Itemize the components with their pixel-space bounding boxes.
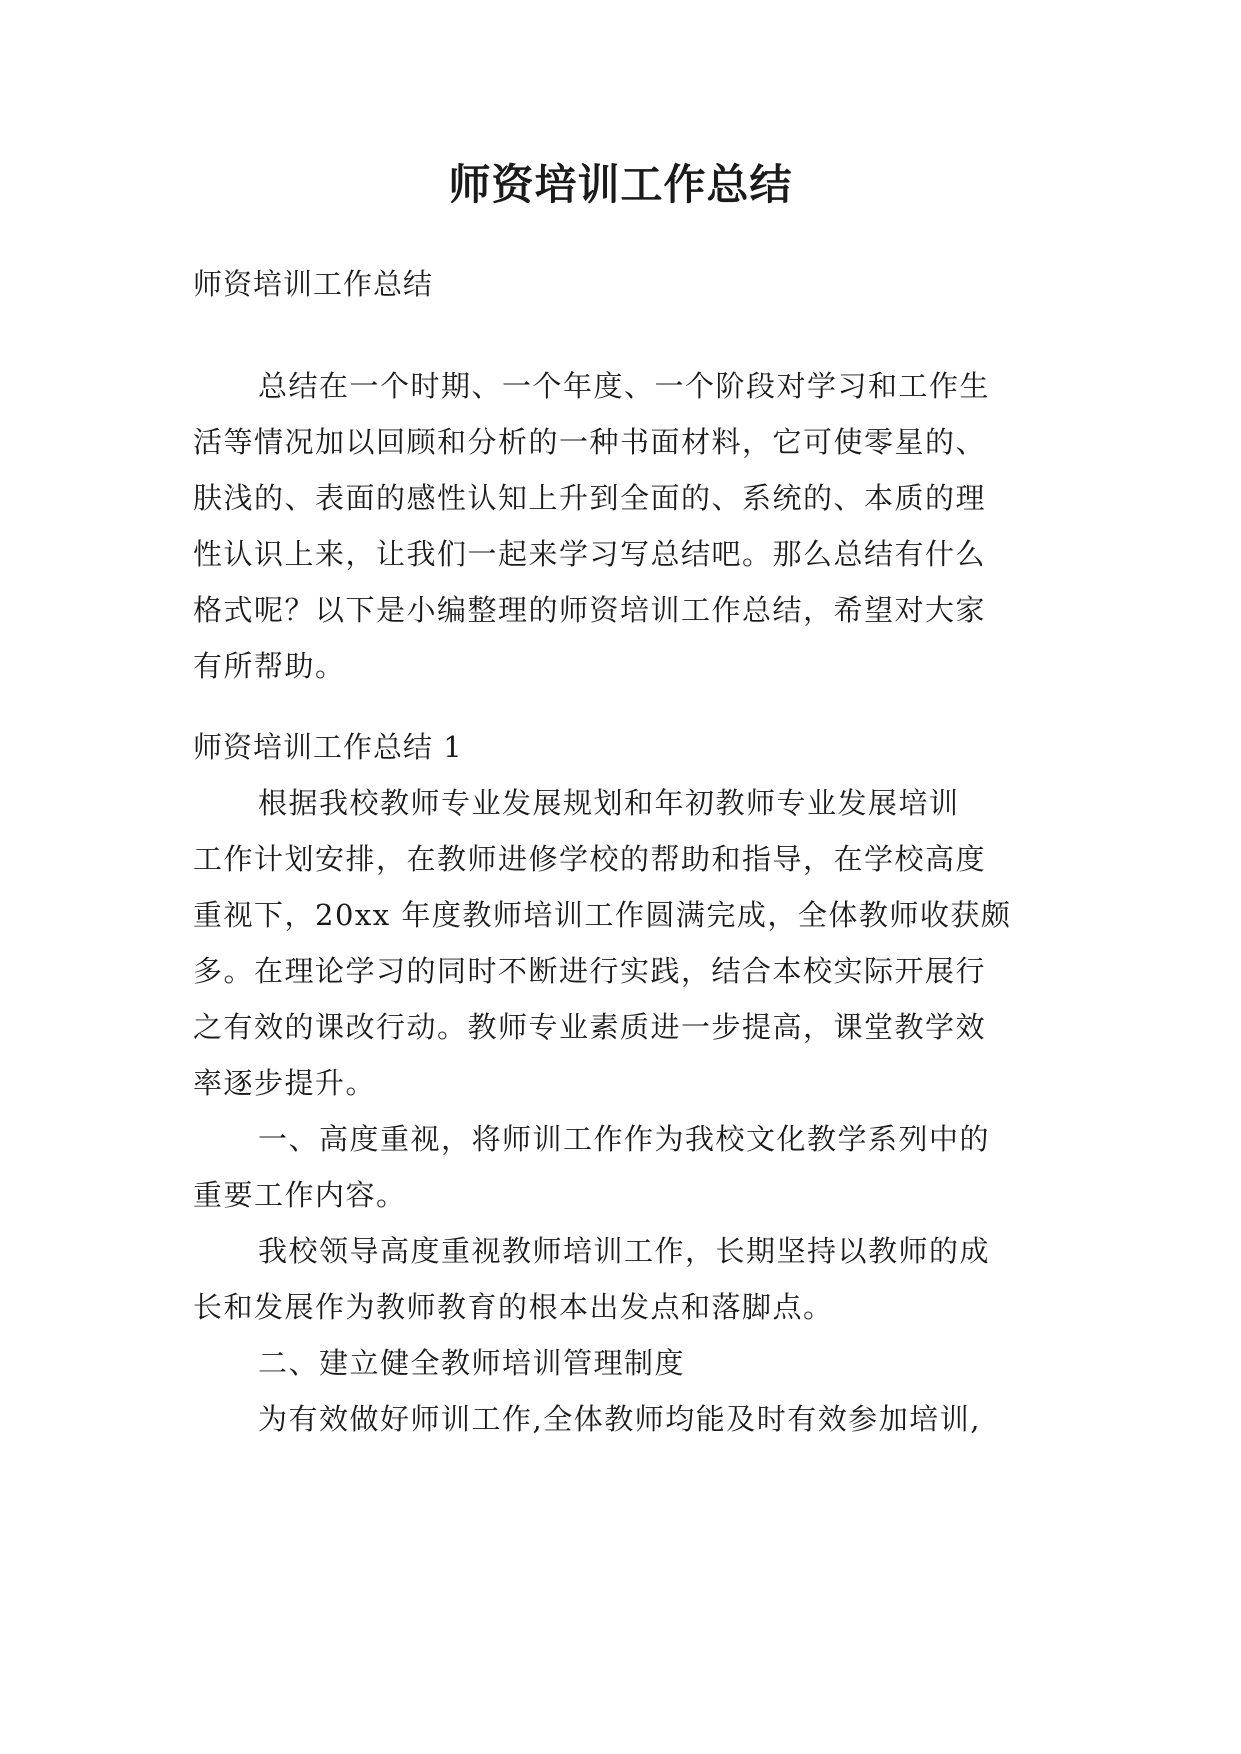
intro-line: 总结在一个时期、一个年度、一个阶段对学习和工作生 (258, 369, 991, 403)
body-line: 之有效的课改行动。教师专业素质进一步提高，课堂教学效 (193, 1010, 987, 1044)
body-line: 一、高度重视，将师训工作作为我校文化教学系列中的 (258, 1122, 991, 1156)
body-line: 长和发展作为教师教育的根本出发点和落脚点。 (193, 1290, 834, 1324)
body-line: 根据我校教师专业发展规划和年初教师专业发展培训 (258, 786, 960, 820)
body-line: 为有效做好师训工作,全体教师均能及时有效参加培训, (258, 1402, 981, 1436)
document-title: 师资培训工作总结 (448, 160, 793, 209)
intro-line: 肤浅的、表面的感性认知上升到全面的、系统的、本质的理 (193, 481, 987, 515)
body-line: 重视下，20xx 年度教师培训工作圆满完成，全体教师收获颇 (193, 898, 1012, 932)
body-line: 率逐步提升。 (193, 1066, 377, 1100)
intro-line: 性认识上来，让我们一起来学习写总结吧。那么总结有什么 (193, 537, 987, 571)
intro-line: 有所帮助。 (193, 649, 346, 683)
body-line: 二、建立健全教师培训管理制度 (258, 1346, 686, 1380)
body-line: 多。在理论学习的同时不断进行实践，结合本校实际开展行 (193, 954, 987, 988)
section-heading: 师资培训工作总结 1 (193, 730, 463, 764)
intro-line: 格式呢？以下是小编整理的师资培训工作总结，希望对大家 (193, 593, 987, 627)
document-subtitle: 师资培训工作总结 (193, 267, 434, 301)
body-line: 我校领导高度重视教师培训工作，长期坚持以教师的成 (258, 1234, 991, 1268)
body-line: 重要工作内容。 (193, 1178, 407, 1212)
body-line: 工作计划安排，在教师进修学校的帮助和指导，在学校高度 (193, 842, 987, 876)
section-body (193, 775, 1063, 1447)
intro-paragraph (193, 358, 1063, 694)
intro-line: 活等情况加以回顾和分析的一种书面材料，它可使零星的、 (193, 425, 987, 459)
